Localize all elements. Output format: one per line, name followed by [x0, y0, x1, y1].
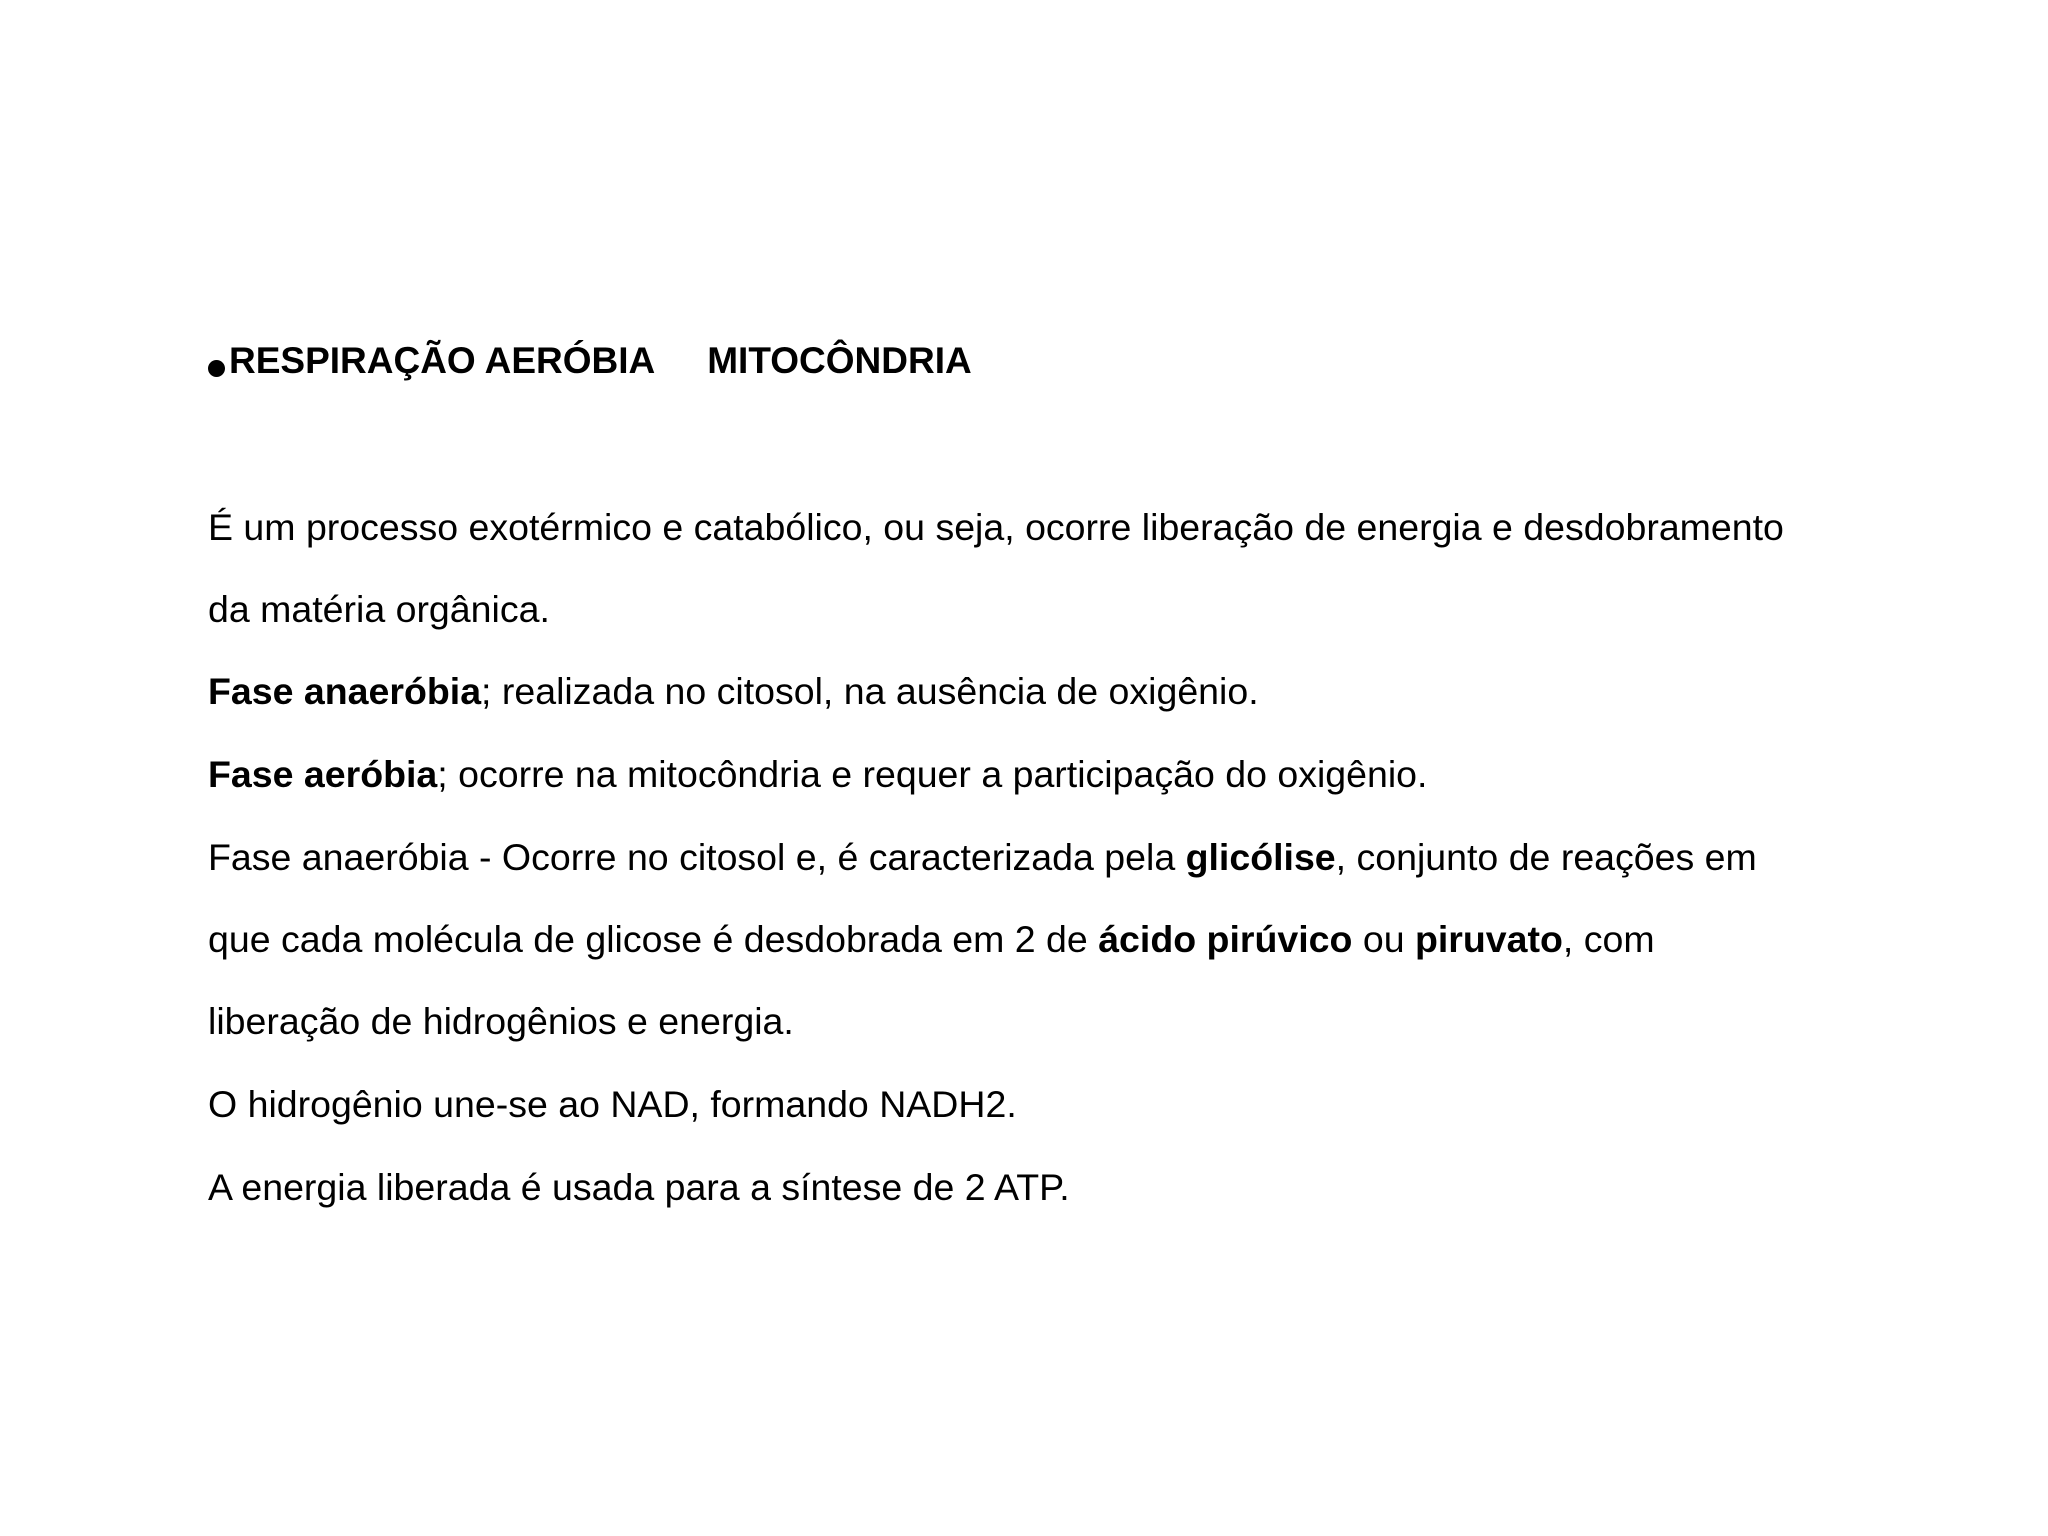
text-run: da matéria orgânica. — [208, 588, 550, 630]
text-run: que cada molécula de glicose é desdobrada em 2 de — [208, 918, 1099, 960]
text-run: O hidrogênio une-se ao NAD, formando NADH2. — [208, 1083, 1017, 1125]
bold-term: glicólise — [1185, 836, 1336, 878]
paragraph-line — [208, 1163, 1070, 1211]
text-run: ; realizada no citosol, na ausência de oxigênio. — [481, 670, 1259, 712]
paragraph-line — [208, 833, 1757, 881]
paragraph-line — [208, 585, 550, 633]
text-run: , com — [1562, 918, 1655, 960]
paragraph-line — [208, 503, 1784, 551]
heading — [208, 337, 972, 385]
text-run: , conjunto de reações em — [1335, 836, 1757, 878]
text-run: A energia liberada é usada para a síntese de 2 ATP. — [208, 1166, 1070, 1208]
bold-term: piruvato — [1414, 918, 1563, 960]
bold-term: Fase anaeróbia — [208, 670, 482, 712]
text-run: Fase anaeróbia - Ocorre no citosol e, é caracterizada pela — [208, 836, 1186, 878]
text-run: ou — [1352, 918, 1415, 960]
paragraph-line — [208, 997, 794, 1045]
heading-subtitle: MITOCÔNDRIA — [707, 340, 972, 381]
bold-term: Fase aeróbia — [208, 753, 438, 795]
paragraph-line — [208, 1080, 1017, 1128]
text-run: ; ocorre na mitocôndria e requer a participação do oxigênio. — [437, 753, 1428, 795]
bullet-icon — [208, 360, 225, 377]
bold-term: ácido pirúvico — [1098, 918, 1353, 960]
text-run: liberação de hidrogênios e energia. — [208, 1000, 794, 1042]
heading-title: RESPIRAÇÃO AERÓBIA — [229, 340, 656, 381]
text-run: É um processo exotérmico e catabólico, ou seja, ocorre liberação de energia e desdobramento — [208, 506, 1784, 548]
paragraph-line — [208, 750, 1427, 798]
paragraph-line — [208, 915, 1655, 963]
paragraph-line — [208, 667, 1259, 715]
